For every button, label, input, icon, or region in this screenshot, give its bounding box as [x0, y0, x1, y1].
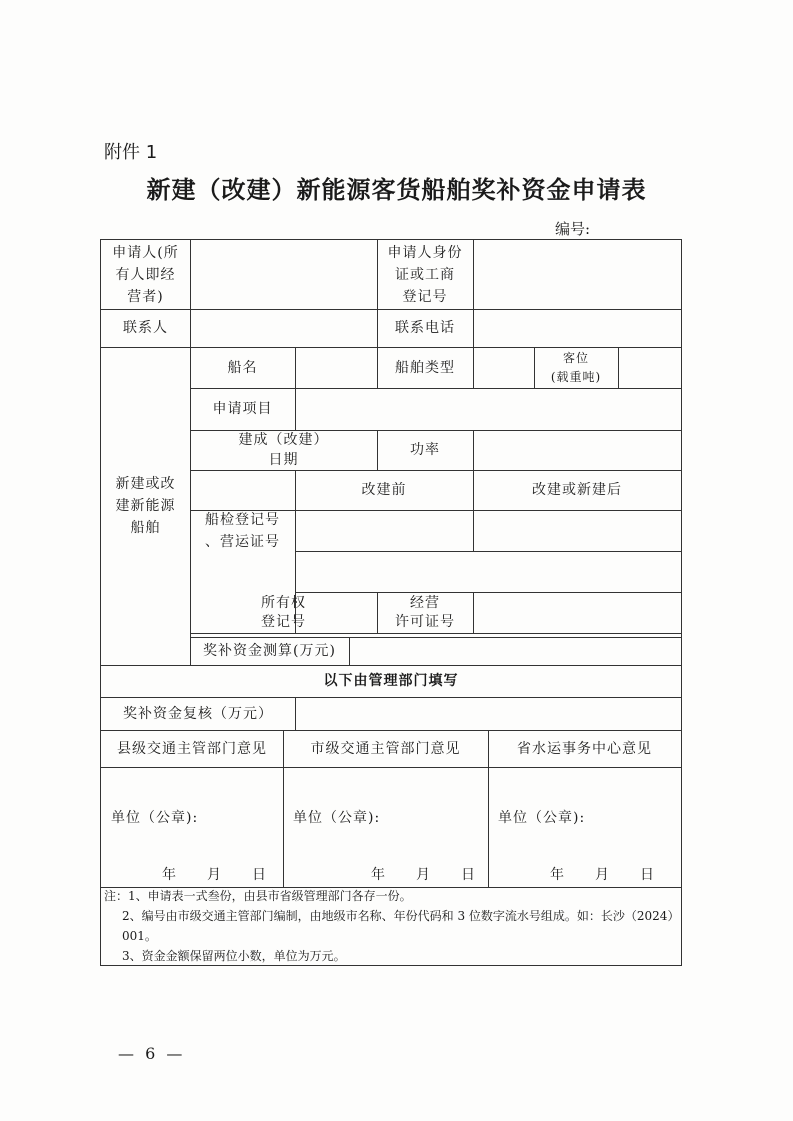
applicant-input[interactable] [190, 240, 377, 309]
page-number: — 6 — [118, 1044, 186, 1063]
note-2: 2、编号由市级交通主管部门编制，由地级市名称、年份代码和 3 位数字流水号组成。如：长沙（2024）001。 [122, 909, 674, 943]
note-1: 注：1、申请表一式叁份，由县市省级管理部门各存一份。 [104, 889, 412, 903]
ship-group-label: 新建或改 建新能源 船舶 [115, 476, 176, 536]
admin-heading: 以下由管理部门填写 [323, 673, 459, 689]
province-opinion-header: 省水运事务中心意见 [517, 740, 652, 757]
before-input-1[interactable] [295, 510, 473, 551]
county-date: 年 月 日 [162, 867, 267, 883]
notes [104, 886, 679, 966]
before-input-2[interactable] [295, 551, 473, 592]
application-form-table [100, 239, 682, 966]
contact-input[interactable] [190, 309, 377, 347]
applicant-id-label: 申请人身份 证或工商 登记号 [387, 244, 463, 305]
capacity-input[interactable] [618, 347, 681, 388]
applicant-id-input[interactable] [473, 240, 681, 309]
license-input[interactable] [473, 592, 681, 633]
note-3: 3、资金金额保留两位小数，单位为万元。 [122, 949, 346, 963]
project-input[interactable] [295, 388, 681, 430]
province-seal-label: 单位（公章): [498, 810, 586, 826]
ship-name-label: 船名 [227, 359, 258, 376]
phone-label: 联系电话 [395, 320, 455, 336]
license-label: 经营 许可证号 [395, 594, 455, 630]
city-seal-label: 单位（公章): [293, 810, 381, 826]
estimate-input[interactable] [349, 637, 681, 665]
serial-number-label: 编号: [555, 220, 591, 238]
ship-type-input[interactable] [473, 347, 534, 388]
built-date-label: 建成（改建） 日期 [238, 432, 329, 468]
page-title: 新建（改建）新能源客货船舶奖补资金申请表 [146, 175, 647, 204]
review-label: 奖补资金复核（万元） [123, 705, 273, 722]
project-label: 申请项目 [212, 401, 273, 417]
city-date: 年 月 日 [371, 867, 476, 883]
phone-input[interactable] [473, 309, 681, 347]
power-label: 功率 [410, 442, 440, 458]
ship-name-input[interactable] [295, 347, 377, 388]
attachment-label: 附件 1 [104, 142, 158, 163]
before-header: 改建前 [361, 482, 407, 498]
capacity-label: 客位 (载重吨) [550, 350, 602, 384]
after-header: 改建或新建后 [532, 482, 622, 498]
county-seal-label: 单位（公章): [111, 810, 199, 826]
inspection-label: 船检登记号 、营运证号 [205, 512, 280, 550]
power-input[interactable] [473, 430, 681, 470]
city-opinion-header: 市级交通主管部门意见 [310, 740, 461, 757]
county-opinion-header: 县级交通主管部门意见 [117, 740, 267, 757]
province-date: 年 月 日 [550, 867, 655, 883]
contact-label: 联系人 [123, 320, 168, 336]
review-input[interactable] [295, 697, 681, 730]
after-input-2[interactable] [473, 551, 681, 592]
ship-type-label: 船舶类型 [395, 359, 455, 376]
applicant-label: 申请人(所 有人即经 营者) [112, 244, 179, 305]
ownership-label: 所有权 登记号 [261, 594, 306, 630]
estimate-label: 奖补资金测算(万元) [203, 643, 336, 659]
after-input-1[interactable] [473, 510, 681, 551]
